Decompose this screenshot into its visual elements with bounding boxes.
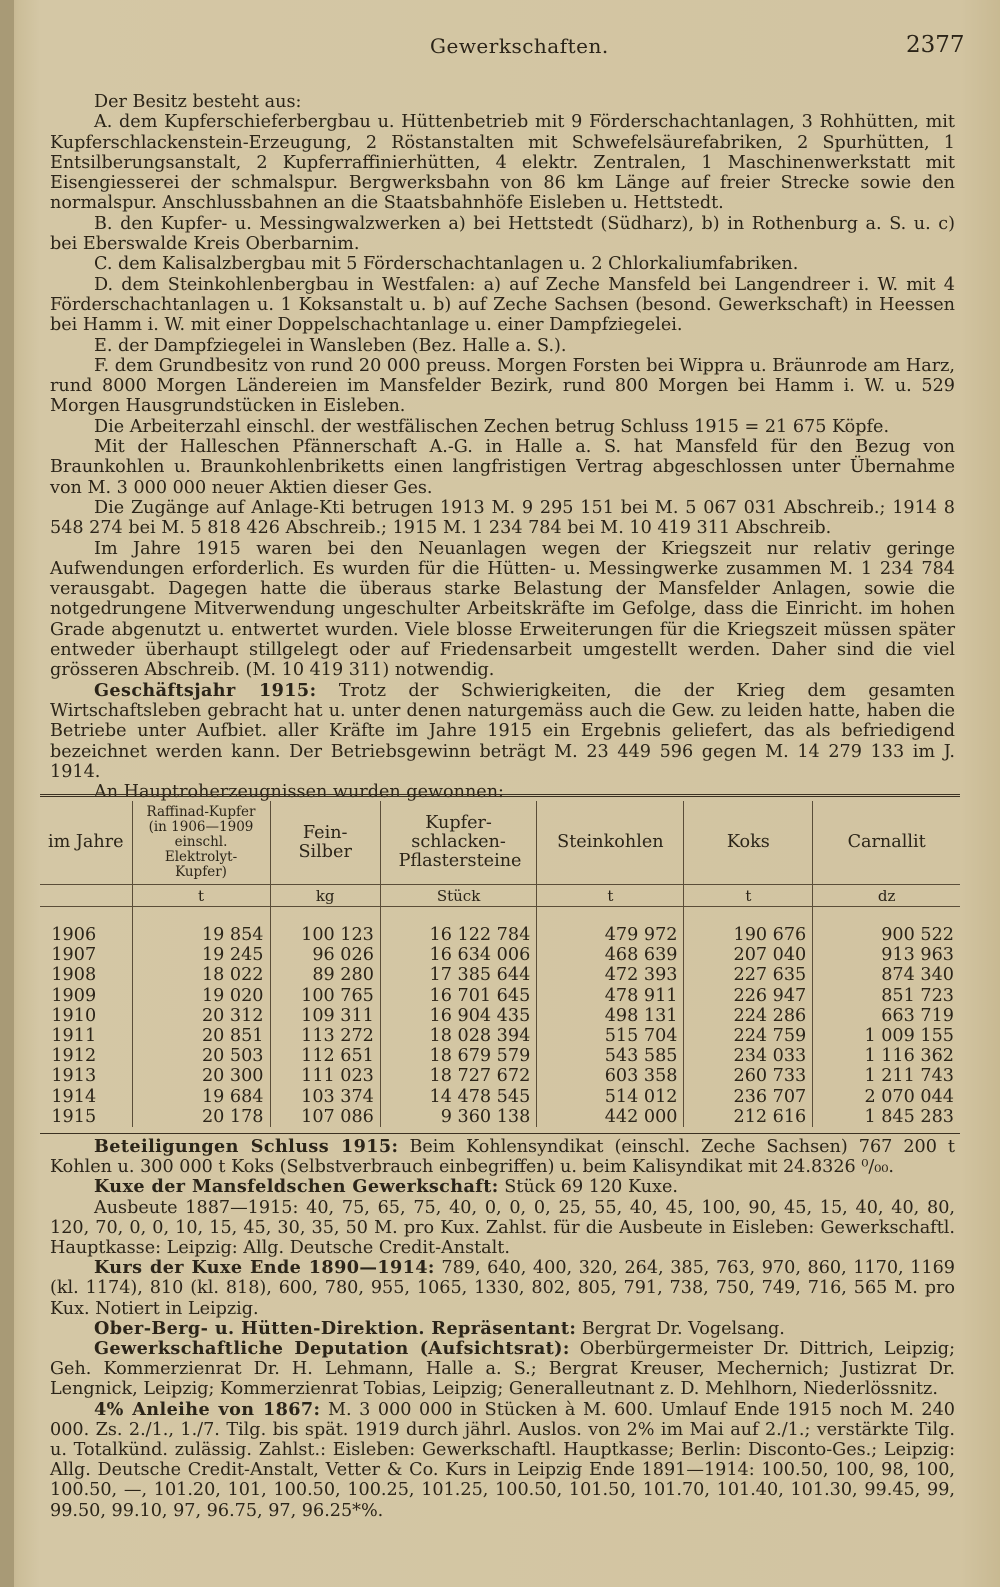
table-cell: 113 272 <box>270 1026 380 1046</box>
table-row <box>40 945 960 965</box>
table-cell: 96 026 <box>270 945 380 965</box>
text-block-top <box>50 92 955 802</box>
table-cell-year: 1907 <box>51 945 97 966</box>
page-number: 2377 <box>906 32 965 58</box>
paragraph <box>50 498 955 539</box>
unit-coal: t <box>537 885 684 907</box>
table-row <box>40 1066 960 1086</box>
paragraph <box>50 437 955 498</box>
paragraph-text: An Hauptroherzeugnissen wurden gewonnen: <box>94 782 504 803</box>
paragraph <box>50 1400 955 1521</box>
table-units-row <box>40 885 960 907</box>
paragraph-text: Ausbeute 1887—1915: 40, 75, 65, 75, 40, 0, 0, 0, 25, 55, 40, 45, 100, 90, 45, 15, 40, 40, 80, 120, 70, 0, 0, 10, 15, 45, 30, 35, 50 M. pro Kux. Zahlst. für die Ausbeute in Eisleben: Gewerkschaftl. Hauptkasse: Leipzig: Allg. Deutsche Credit-Anstalt. <box>50 1197 955 1259</box>
paragraph <box>50 539 955 681</box>
paragraph-text: Mit der Halleschen Pfännerschaft A.-G. in Halle a. S. hat Mansfeld für den Bezug von Braunkohlen u. Braunkohlenbriketts einen langfristigen Vertrag abgeschlossen unter Übernahme von M. 3 000 000 neuer Aktien dieser Ges. <box>50 437 955 498</box>
table-cell: 100 765 <box>270 986 380 1006</box>
paragraph-text: Im Jahre 1915 waren bei den Neuanlagen wegen der Kriegszeit nur relativ geringe Aufwendungen erforderlich. Es wurden für die Hütten- u. Messingwerke zusammen M. 1 234 784 verausgabt. Dagegen hatte die überaus starke Belastung der Mansfelder Anlagen, sowie die notgedrungene Mitverwendung ungeschulter Arbeitskräfte im Gefolge, dass die Einricht. im hohen Grade abgenutzt u. entwertet wurden. Viele blosse Erweiterungen für die Kriegszeit müssen später entweder überhaupt stillgelegt oder auf Friedensarbeit umgestellt werden. Daher sind die viel grösseren Abschreib. (M. 10 419 311) notwendig. <box>50 538 955 681</box>
table-cell-year: 1911 <box>51 1026 97 1047</box>
table-cell: 20 312 <box>132 1006 270 1026</box>
table-cell: 1 845 283 <box>813 1107 960 1127</box>
paragraph <box>50 356 955 417</box>
col-header-copper <box>132 801 270 885</box>
table-cell: 478 911 <box>537 986 684 1006</box>
col-header-year: im Jahre <box>47 832 124 852</box>
production-table <box>40 794 960 1134</box>
paragraph <box>50 1319 955 1339</box>
table-cell: 107 086 <box>270 1107 380 1127</box>
paragraph-text: Der Besitz besteht aus: <box>94 92 302 112</box>
paragraph-text: M. 3 000 000 in Stücken à M. 600. Umlauf Ende 1915 noch M. 240 000. Zs. 2./1., 1./7. Tilg. bis spät. 1919 durch jährl. Auslos. von 2% im Mai auf 2./1.; verstärkte Tilg. u. Totalkünd. zulässig. Zahlst.: Eisleben: Gewerkschaftl. Hauptkasse; Berlin: Disconto-Ges.; Leipzig: Allg. Deutsche Credit-Anstalt, Vetter & Co. Kurs in Leipzig Ende 1891—1914: 100.50, 100, 98, 100, 100.50, —, 101.20, 101, 100.50, 100.25, 101.25, 100.50, 101.50, 101.70, 101.40, 101.30, 99.45, 99, 99.50, 99.10, 97, 96.75, 97, 96.25*%. <box>50 1399 955 1521</box>
paragraph-text: Die Zugänge auf Anlage-Kti betrugen 1913 M. 9 295 151 bei M. 5 067 031 Abschreib.; 1914 8 548 274 bei M. 5 818 426 Abschreib.; 1915 M. 1 234 784 bei M. 10 419 311 Abschreib. <box>50 497 955 539</box>
table-cell: 89 280 <box>270 965 380 985</box>
table-cell: 112 651 <box>270 1046 380 1066</box>
paragraph-heading: Beteiligungen Schluss 1915: <box>94 1136 399 1157</box>
paragraph-text: Stück 69 120 Kuxe. <box>498 1177 678 1198</box>
unit-slag: Stück <box>380 885 536 907</box>
table-cell: 17 385 644 <box>380 965 536 985</box>
table-cell: 19 020 <box>132 986 270 1006</box>
unit-silver: kg <box>270 885 380 907</box>
paragraph <box>50 417 955 437</box>
paragraph-text: 789, 640, 400, 320, 264, 385, 763, 970, 860, 1170, 1169 (kl. 1174), 810 (kl. 818), 600, 780, 955, 1065, 1330, 802, 805, 791, 738, 750, 749, 716, 565 M. pro Kux. Notiert in Leipzig. <box>50 1258 955 1319</box>
table-cell-year: 1915 <box>51 1106 97 1127</box>
paragraph-text: B. den Kupfer- u. Messingwalzwerken a) bei Hettstedt (Südharz), b) in Rothenburg a. S. u. c) bei Eberswalde Kreis Oberbarnim. <box>50 213 955 255</box>
table-cell: 234 033 <box>684 1046 813 1066</box>
col-header-silver-text: Fein-Silber <box>298 822 352 862</box>
col-header-coke: Koks <box>684 801 813 885</box>
table-cell: 109 311 <box>270 1006 380 1026</box>
table-row <box>40 986 960 1006</box>
table-cell: 111 023 <box>270 1066 380 1086</box>
table-cell-year: 1913 <box>51 1066 97 1087</box>
paragraph-heading: Ober-Berg- u. Hütten-Direktion. Repräsentant: <box>94 1317 577 1339</box>
col-header-silver <box>270 801 380 885</box>
table-cell: 18 028 394 <box>380 1026 536 1046</box>
table-row <box>40 1107 960 1127</box>
paragraph <box>50 681 955 782</box>
table-cell: 19 684 <box>132 1087 270 1107</box>
table-cell: 20 300 <box>132 1066 270 1086</box>
table-cell: 514 012 <box>537 1087 684 1107</box>
table-cell: 207 040 <box>684 945 813 965</box>
table-cell: 224 286 <box>684 1006 813 1026</box>
paragraph-text: Trotz der Schwierigkeiten, die der Krieg dem gesamten Wirtschaftsleben gebracht hat u. unter denen naturgemäss auch die Gew. zu leiden hatte, haben die Betriebe unter Aufbiet. aller Kräfte im Jahre 1915 ein Ergebnis geliefert, das als befriedigend bezeichnet werden kann. Der Betriebsgewinn beträgt M. 23 449 596 gegen M. 14 279 133 im J. 1914. <box>50 680 955 782</box>
paragraph <box>50 1198 955 1259</box>
table-cell: 100 123 <box>270 925 380 945</box>
paragraph-text: C. dem Kalisalzbergbau mit 5 Förderschachtanlagen u. 2 Chlorkaliumfabriken. <box>94 254 799 275</box>
text-block-bottom <box>50 1137 955 1521</box>
table-cell: 603 358 <box>537 1066 684 1086</box>
table-cell: 20 178 <box>132 1107 270 1127</box>
table-cell: 543 585 <box>537 1046 684 1066</box>
table-cell: 442 000 <box>537 1107 684 1127</box>
table-row <box>40 1087 960 1107</box>
paragraph-text: Bergrat Dr. Vogelsang. <box>576 1318 785 1339</box>
table-row <box>40 1006 960 1026</box>
table-cell: 190 676 <box>684 925 813 945</box>
paragraph <box>50 275 955 336</box>
paragraph <box>50 112 955 213</box>
running-head: Gewerkschaften. <box>430 34 609 58</box>
paragraph-text: A. dem Kupferschieferbergbau u. Hüttenbetrieb mit 9 Förderschachtanlagen, 3 Rohhütten, mit Kupferschlackenstein-Erzeugung, 2 Röstanstalten mit Schwefelsäurefabriken, 2 Spurhütten, 1 Entsilberungsanstalt, 2 Kupferraffinierhütten, 4 elektr. Zentralen, 1 Maschinenwerkstatt mit Eisengiesserei der schmalspur. Bergwerksbahn von 86 km Länge auf freier Strecke sowie den normalspur. Anschlussbahnen an die Staatsbahnhöfe Eisleben u. Hettstedt. <box>50 112 955 214</box>
col-header-copper-text: Raffinad-Kupfer (in 1906—1909 einschl. Elektrolyt-Kupfer) <box>146 804 256 880</box>
paragraph <box>50 1258 955 1319</box>
table-row <box>40 965 960 985</box>
table-top-rule <box>40 794 960 797</box>
table-cell-year: 1914 <box>51 1086 97 1107</box>
table-bottom-rule <box>40 1133 960 1134</box>
table-body <box>40 925 960 1127</box>
table-cell-year: 1906 <box>51 925 97 945</box>
paragraph-heading: Gewerkschaftliche Deputation (Aufsichtsrat): <box>94 1338 570 1360</box>
table-cell: 16 122 784 <box>380 925 536 945</box>
paragraph-heading: Kuxe der Mansfeldschen Gewerkschaft: <box>94 1176 499 1198</box>
table-cell: 18 679 579 <box>380 1046 536 1066</box>
paragraph-heading: Kurs der Kuxe Ende 1890—1914: <box>94 1257 435 1279</box>
table-cell: 236 707 <box>684 1087 813 1107</box>
unit-year <box>40 885 132 907</box>
page-gutter <box>0 0 14 1587</box>
paragraph <box>50 92 955 112</box>
paragraph-text: E. der Dampfziegelei in Wansleben (Bez. Halle a. S.). <box>94 335 567 356</box>
unit-coke: t <box>684 885 813 907</box>
table-cell: 2 070 044 <box>813 1087 960 1107</box>
table-cell: 663 719 <box>813 1006 960 1026</box>
table-cell: 851 723 <box>813 986 960 1006</box>
paragraph-heading: 4% Anleihe von 1867: <box>94 1398 321 1420</box>
table-cell: 16 701 645 <box>380 986 536 1006</box>
paragraph <box>50 214 955 255</box>
table-cell: 227 635 <box>684 965 813 985</box>
table-cell: 1 116 362 <box>813 1046 960 1066</box>
unit-copper: t <box>132 885 270 907</box>
paragraph <box>50 336 955 356</box>
table-cell: 16 634 006 <box>380 945 536 965</box>
col-header-slag-text: Kupfer-schlacken-Pflastersteine <box>398 813 522 871</box>
table-cell: 16 904 435 <box>380 1006 536 1026</box>
paragraph <box>50 1177 955 1197</box>
col-header-coal: Steinkohlen <box>537 801 684 885</box>
table-cell: 260 733 <box>684 1066 813 1086</box>
paragraph-text: D. dem Steinkohlenbergbau in Westfalen: a) auf Zeche Mansfeld bei Langendreer i. W. mit 4 Förderschachtanlagen u. 1 Koksanstalt u. b) auf Zeche Sachsen (besond. Gewerkschaft) in Heessen bei Hamm i. W. mit einer Doppelschachtanlage u. einer Dampfziegelei. <box>50 274 955 336</box>
table-cell: 913 963 <box>813 945 960 965</box>
table-cell: 1 009 155 <box>813 1026 960 1046</box>
table-cell: 19 854 <box>132 925 270 945</box>
table-cell: 874 340 <box>813 965 960 985</box>
table-cell: 1 211 743 <box>813 1066 960 1086</box>
table-cell: 18 022 <box>132 965 270 985</box>
paragraph <box>50 1339 955 1400</box>
unit-carnallite: dz <box>813 885 960 907</box>
table-row <box>40 925 960 945</box>
table-cell: 14 478 545 <box>380 1087 536 1107</box>
table-cell: 472 393 <box>537 965 684 985</box>
table-cell-year: 1908 <box>51 965 97 986</box>
paragraph-heading: Geschäftsjahr 1915: <box>94 679 317 701</box>
table-row <box>40 1046 960 1066</box>
table-cell: 212 616 <box>684 1107 813 1127</box>
paragraph <box>50 1137 955 1177</box>
table-row <box>40 1026 960 1046</box>
paragraph-text: Beim Kohlensyndikat (einschl. Zeche Sachsen) 767 200 t Kohlen u. 300 000 t Koks (Selbstverbrauch einbegriffen) u. beim Kalisyndikat mit 24.8326 ⁰/₀₀. <box>50 1137 955 1178</box>
paragraph-text: Die Arbeiterzahl einschl. der westfälischen Zechen betrug Schluss 1915 = 21 675 Köpfe. <box>94 416 890 437</box>
table-cell-year: 1912 <box>51 1046 97 1067</box>
table-cell: 515 704 <box>537 1026 684 1046</box>
table-cell: 900 522 <box>813 925 960 945</box>
table-header-row <box>40 801 960 885</box>
table-cell: 9 360 138 <box>380 1107 536 1127</box>
table-cell: 226 947 <box>684 986 813 1006</box>
table-cell: 20 503 <box>132 1046 270 1066</box>
table-spacer-row <box>40 907 960 926</box>
table-cell-year: 1909 <box>51 985 97 1006</box>
table-cell: 498 131 <box>537 1006 684 1026</box>
table-cell: 479 972 <box>537 925 684 945</box>
paragraph <box>50 254 955 274</box>
table-cell: 103 374 <box>270 1087 380 1107</box>
table-cell-year: 1910 <box>51 1005 97 1026</box>
paragraph-text: Oberbürgermeister Dr. Dittrich, Leipzig; Geh. Kommerzienrat Dr. H. Lehmann, Halle a. S.; Bergrat Kreuser, Mechernich; Justizrat Dr. Lengnick, Leipzig; Kommerzienrat Tobias, Leipzig; Generalleutnant z. D. Mehlhorn, Niederlössnitz. <box>50 1339 955 1400</box>
table-cell: 224 759 <box>684 1026 813 1046</box>
col-header-slag <box>380 801 536 885</box>
table-cell: 18 727 672 <box>380 1066 536 1086</box>
table-cell: 19 245 <box>132 945 270 965</box>
paragraph-text: F. dem Grundbesitz von rund 20 000 preuss. Morgen Forsten bei Wippra u. Bräunrode am Harz, rund 8000 Morgen Ländereien im Mansfelder Bezirk, rund 800 Morgen bei Hamm i. W. u. 529 Morgen Hausgrundstücken in Eisleben. <box>50 355 955 417</box>
table-cell: 468 639 <box>537 945 684 965</box>
col-header-carnallite: Carnallit <box>813 801 960 885</box>
table-cell: 20 851 <box>132 1026 270 1046</box>
